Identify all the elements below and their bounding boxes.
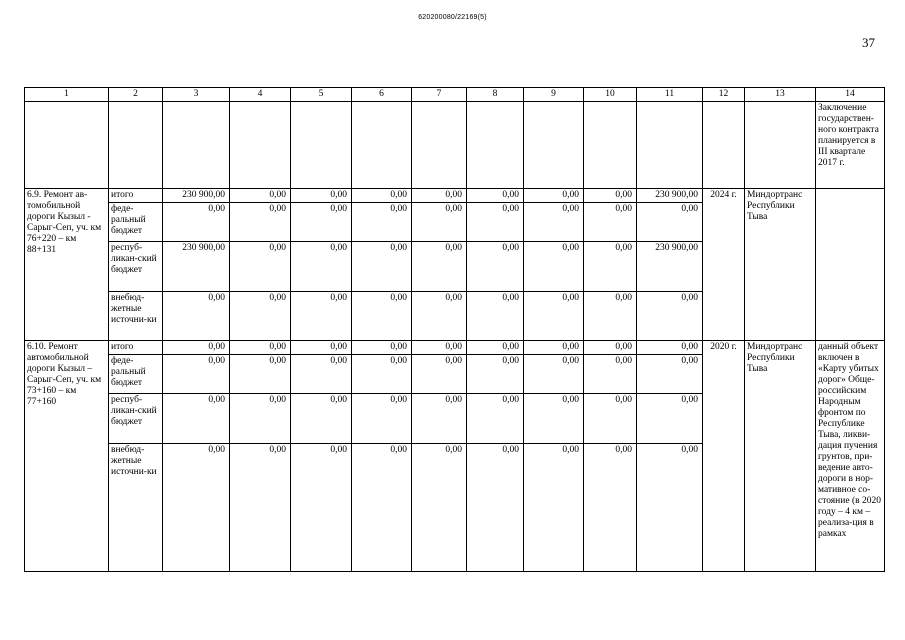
value-cell: 0,00 <box>291 242 352 292</box>
column-header-13: 13 <box>745 88 816 102</box>
value-cell: 0,00 <box>412 189 467 203</box>
value-cell: 0,00 <box>291 189 352 203</box>
value-cell: 0,00 <box>637 355 703 394</box>
object-name: 6.10. Ремонт автомобильной дороги Кызыл – Сарыг-Сеп, уч. км 73+160 – км 77+160 <box>25 341 109 572</box>
value-cell: 230 900,00 <box>163 189 230 203</box>
value-cell: 0,00 <box>412 292 467 341</box>
column-header-5: 5 <box>291 88 352 102</box>
value-cell: 0,00 <box>584 355 637 394</box>
value-cell: 0,00 <box>637 394 703 444</box>
column-header-6: 6 <box>352 88 412 102</box>
column-header-14: 14 <box>816 88 885 102</box>
value-cell: 230 900,00 <box>163 242 230 292</box>
value-cell: 0,00 <box>584 292 637 341</box>
value-cell: 0,00 <box>163 394 230 444</box>
value-cell: 0,00 <box>163 292 230 341</box>
value-cell: 0,00 <box>467 341 524 355</box>
executor: Миндортранс Республики Тыва <box>745 341 816 572</box>
value-cell: 0,00 <box>352 355 412 394</box>
value-cell: 0,00 <box>230 242 291 292</box>
funding-source: феде-ральный бюджет <box>109 355 163 394</box>
note-row-cell <box>230 102 291 189</box>
value-cell: 0,00 <box>524 394 584 444</box>
column-header-12: 12 <box>703 88 745 102</box>
value-cell: 0,00 <box>352 242 412 292</box>
value-cell: 0,00 <box>467 355 524 394</box>
column-header-9: 9 <box>524 88 584 102</box>
value-cell: 0,00 <box>352 292 412 341</box>
value-cell: 0,00 <box>584 394 637 444</box>
value-cell: 0,00 <box>467 444 524 572</box>
completion-year: 2020 г. <box>703 341 745 572</box>
value-cell: 0,00 <box>163 341 230 355</box>
value-cell: 0,00 <box>291 341 352 355</box>
column-header-2: 2 <box>109 88 163 102</box>
table-row <box>25 341 885 355</box>
note-row-cell <box>524 102 584 189</box>
value-cell: 0,00 <box>230 341 291 355</box>
value-cell: 0,00 <box>352 444 412 572</box>
value-cell: 0,00 <box>230 203 291 242</box>
funding-source: внебюд-жетные источни-ки <box>109 292 163 341</box>
contract-note: Заключение государствен-ного контракта планируется в III квартале 2017 г. <box>816 102 885 189</box>
value-cell: 0,00 <box>412 444 467 572</box>
page-number: 37 <box>862 35 875 50</box>
value-cell: 0,00 <box>230 189 291 203</box>
note-row-cell <box>412 102 467 189</box>
executor: Миндортранс Республики Тыва <box>745 189 816 341</box>
note-row <box>25 102 885 189</box>
value-cell: 0,00 <box>352 394 412 444</box>
value-cell: 0,00 <box>584 242 637 292</box>
budget-table <box>24 87 885 572</box>
column-header-7: 7 <box>412 88 467 102</box>
value-cell: 0,00 <box>524 242 584 292</box>
value-cell: 0,00 <box>524 203 584 242</box>
value-cell: 0,00 <box>584 444 637 572</box>
value-cell: 0,00 <box>352 341 412 355</box>
value-cell: 0,00 <box>467 242 524 292</box>
note-row-cell <box>637 102 703 189</box>
value-cell: 0,00 <box>412 203 467 242</box>
funding-source: итого <box>109 189 163 203</box>
value-cell: 0,00 <box>524 341 584 355</box>
column-header-3: 3 <box>163 88 230 102</box>
value-cell: 0,00 <box>584 189 637 203</box>
value-cell: 0,00 <box>291 292 352 341</box>
completion-year: 2024 г. <box>703 189 745 341</box>
value-cell: 0,00 <box>291 444 352 572</box>
funding-source: феде-ральный бюджет <box>109 203 163 242</box>
note-row-cell <box>163 102 230 189</box>
value-cell: 0,00 <box>524 189 584 203</box>
note-row-cell <box>109 102 163 189</box>
value-cell: 0,00 <box>524 355 584 394</box>
column-header-8: 8 <box>467 88 524 102</box>
value-cell: 0,00 <box>584 203 637 242</box>
table-row <box>25 189 885 203</box>
value-cell: 0,00 <box>412 341 467 355</box>
value-cell: 0,00 <box>412 394 467 444</box>
column-header-11: 11 <box>637 88 703 102</box>
value-cell: 0,00 <box>637 292 703 341</box>
value-cell: 0,00 <box>291 203 352 242</box>
value-cell: 0,00 <box>163 203 230 242</box>
value-cell: 0,00 <box>467 292 524 341</box>
note-row-cell <box>703 102 745 189</box>
value-cell: 0,00 <box>637 444 703 572</box>
funding-source: респуб-ликан-ский бюджет <box>109 242 163 292</box>
value-cell: 0,00 <box>467 189 524 203</box>
note-row-cell <box>25 102 109 189</box>
value-cell: 0,00 <box>524 292 584 341</box>
value-cell: 0,00 <box>584 341 637 355</box>
column-header-row <box>25 88 885 102</box>
value-cell: 0,00 <box>163 444 230 572</box>
object-name: 6.9. Ремонт ав-томобильной дороги Кызыл - Сарыг-Сеп, уч. км 76+220 – км 88+131 <box>25 189 109 341</box>
value-cell: 0,00 <box>352 203 412 242</box>
document-id: 620200080/22169(5) <box>418 14 487 21</box>
funding-source: внебюд-жетные источни-ки <box>109 444 163 572</box>
note-row-cell <box>584 102 637 189</box>
note-row-cell <box>745 102 816 189</box>
value-cell: 0,00 <box>467 394 524 444</box>
value-cell: 0,00 <box>467 203 524 242</box>
value-cell: 0,00 <box>637 341 703 355</box>
column-header-10: 10 <box>584 88 637 102</box>
value-cell: 0,00 <box>291 394 352 444</box>
value-cell: 0,00 <box>291 355 352 394</box>
value-cell: 0,00 <box>230 394 291 444</box>
value-cell: 230 900,00 <box>637 242 703 292</box>
column-header-4: 4 <box>230 88 291 102</box>
value-cell: 0,00 <box>352 189 412 203</box>
object-note <box>816 189 885 341</box>
value-cell: 0,00 <box>524 444 584 572</box>
object-note: данный объект включен в «Карту убитых дорог» Обще-российским Народным фронтом по Республике Тыва, ликви-дация пучения грунтов, при-ведение авто-дороги в нор-мативное со-стояние (в 2020 году – 4 км – реализа-ция в рамках <box>816 341 885 572</box>
funding-source: респуб-ликан-ский бюджет <box>109 394 163 444</box>
funding-source: итого <box>109 341 163 355</box>
value-cell: 0,00 <box>637 203 703 242</box>
value-cell: 0,00 <box>412 355 467 394</box>
value-cell: 0,00 <box>230 444 291 572</box>
note-row-cell <box>467 102 524 189</box>
note-row-cell <box>291 102 352 189</box>
column-header-1: 1 <box>25 88 109 102</box>
value-cell: 0,00 <box>412 242 467 292</box>
value-cell: 0,00 <box>230 355 291 394</box>
value-cell: 0,00 <box>163 355 230 394</box>
value-cell: 0,00 <box>230 292 291 341</box>
note-row-cell <box>352 102 412 189</box>
value-cell: 230 900,00 <box>637 189 703 203</box>
